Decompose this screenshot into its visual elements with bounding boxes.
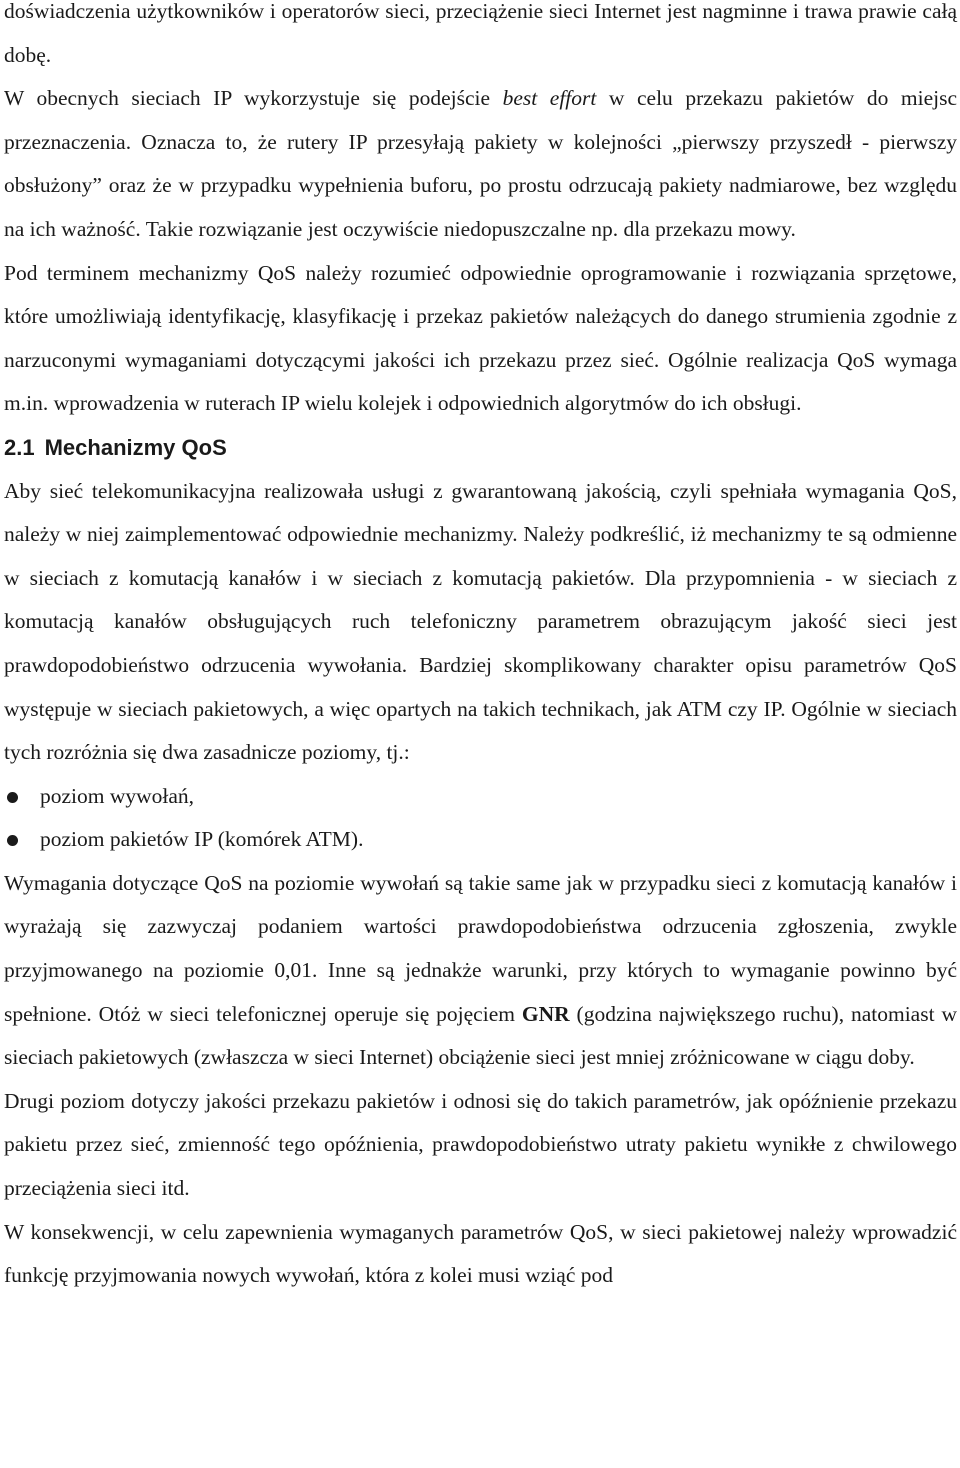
paragraph-text: Aby sieć telekomunikacyjna realizowała usługi z gwarantowaną jakością, czyli spełniała wymagania QoS, należy w niej zaimplementować odpowiednie mechanizmy. Należy podkreślić, iż mechanizmy te są odmienne w sieciach z komutacją kanałów i w sieciach z komutacją pakietów. Dla przypomnienia - w sieciach z komutacją kanałów obsługujących ruch telefoniczny parametrem obrazującym jakość sieci jest prawdopodobieństwo odrzucenia wywołania. Bardziej skomplikowany charakter opisu parametrów QoS występuje w sieciach pakietowych, a więc opartych na takich technikach, jak ATM czy IP. Ogólnie w sieciach tych rozróżnia się dwa zasadnicze poziomy, tj.: — [4, 478, 957, 765]
paragraph-text-end: (godzina największego ruchu), natomiast w sieciach pakietowych (zwłaszcza w sieci Internet) obciążenie sieci jest mniej zróżnicowane w ciągu doby. — [4, 1001, 957, 1070]
bullet-icon — [7, 835, 18, 846]
gnr-term: GNR — [521, 1001, 570, 1026]
paragraph-qos-levels-intro — [4, 470, 957, 775]
best-effort-term: best effort — [502, 86, 597, 111]
list-item — [4, 775, 957, 819]
section-heading — [4, 426, 957, 470]
paragraph-best-effort — [4, 77, 957, 251]
section-title: Mechanizmy QoS — [44, 434, 227, 460]
paragraph-text-end: w celu przekazu pakietów do miejsc przeznaczenia. Oznacza to, że rutery IP przesyłają pakiety w kolejności „pierwszy przyszedł - pierwszy obsłużony” oraz że w przypadku wypełnienia buforu, po prostu odrzucają pakiety nadmiarowe, bez względu na ich ważność. Takie rozwiązanie jest oczywiście niedopuszczalne np. dla przekazu mowy. — [4, 86, 957, 241]
list-item-text: poziom pakietów IP (komórek ATM). — [40, 827, 364, 852]
list-item — [4, 818, 957, 862]
paragraph-packet-level-quality — [4, 1080, 957, 1211]
bullet-icon — [7, 792, 18, 803]
paragraph-text-start: Wymagania dotyczące QoS na poziomie wywołań są takie same jak w przypadku sieci z komutacją kanałów i wyrażają się zazwyczaj podaniem wartości prawdopodobieństwa odrzucenia zgłoszenia, zwykle przyjmowanego na poziomie 0,01. Inne są jednakże warunki, przy których to wymaganie powinno być spełnione. Otóż w sieci telefonicznej operuje się pojęciem — [4, 870, 957, 1026]
paragraph-text: doświadczenia użytkowników i operatorów sieci, przeciążenie sieci Internet jest nagminne i trawa prawie całą dobę. — [4, 0, 957, 67]
paragraph-call-level-requirements — [4, 862, 957, 1080]
qos-levels-list — [4, 775, 957, 862]
paragraph-qos-mechanisms-definition — [4, 252, 957, 426]
section-number: 2.1 — [4, 434, 35, 460]
paragraph-text: Drugi poziom dotyczy jakości przekazu pakietów i odnosi się do takich parametrów, jak opóźnienie przekazu pakietu przez sieć, zmienność tego opóźnienia, prawdopodobieństwo utraty pakietu wynikłe z chwilowego przeciążenia sieci itd. — [4, 1088, 957, 1201]
paragraph-text: W konsekwencji, w celu zapewnienia wymaganych parametrów QoS, w sieci pakietowej należy wprowadzić funkcję przyjmowania nowych wywołań, która z kolei musi wziąć pod — [4, 1219, 957, 1288]
list-item-text: poziom wywołań, — [40, 783, 195, 808]
paragraph-network-overload — [4, 0, 957, 77]
paragraph-call-admission — [4, 1211, 957, 1298]
paragraph-text: Pod terminem mechanizmy QoS należy rozumieć odpowiednie oprogramowanie i rozwiązania sprzętowe, które umożliwiają identyfikację, klasyfikację i przekaz pakietów należących do danego strumienia zgodnie z narzuconymi wymaganiami dotyczącymi jakości ich przekazu przez sieć. Ogólnie realizacja QoS wymaga m.in. wprowadzenia w ruterach IP wielu kolejek i odpowiednich algorytmów do ich obsługi. — [4, 260, 957, 416]
paragraph-text-start: W obecnych sieciach IP wykorzystuje się podejście — [4, 86, 503, 111]
